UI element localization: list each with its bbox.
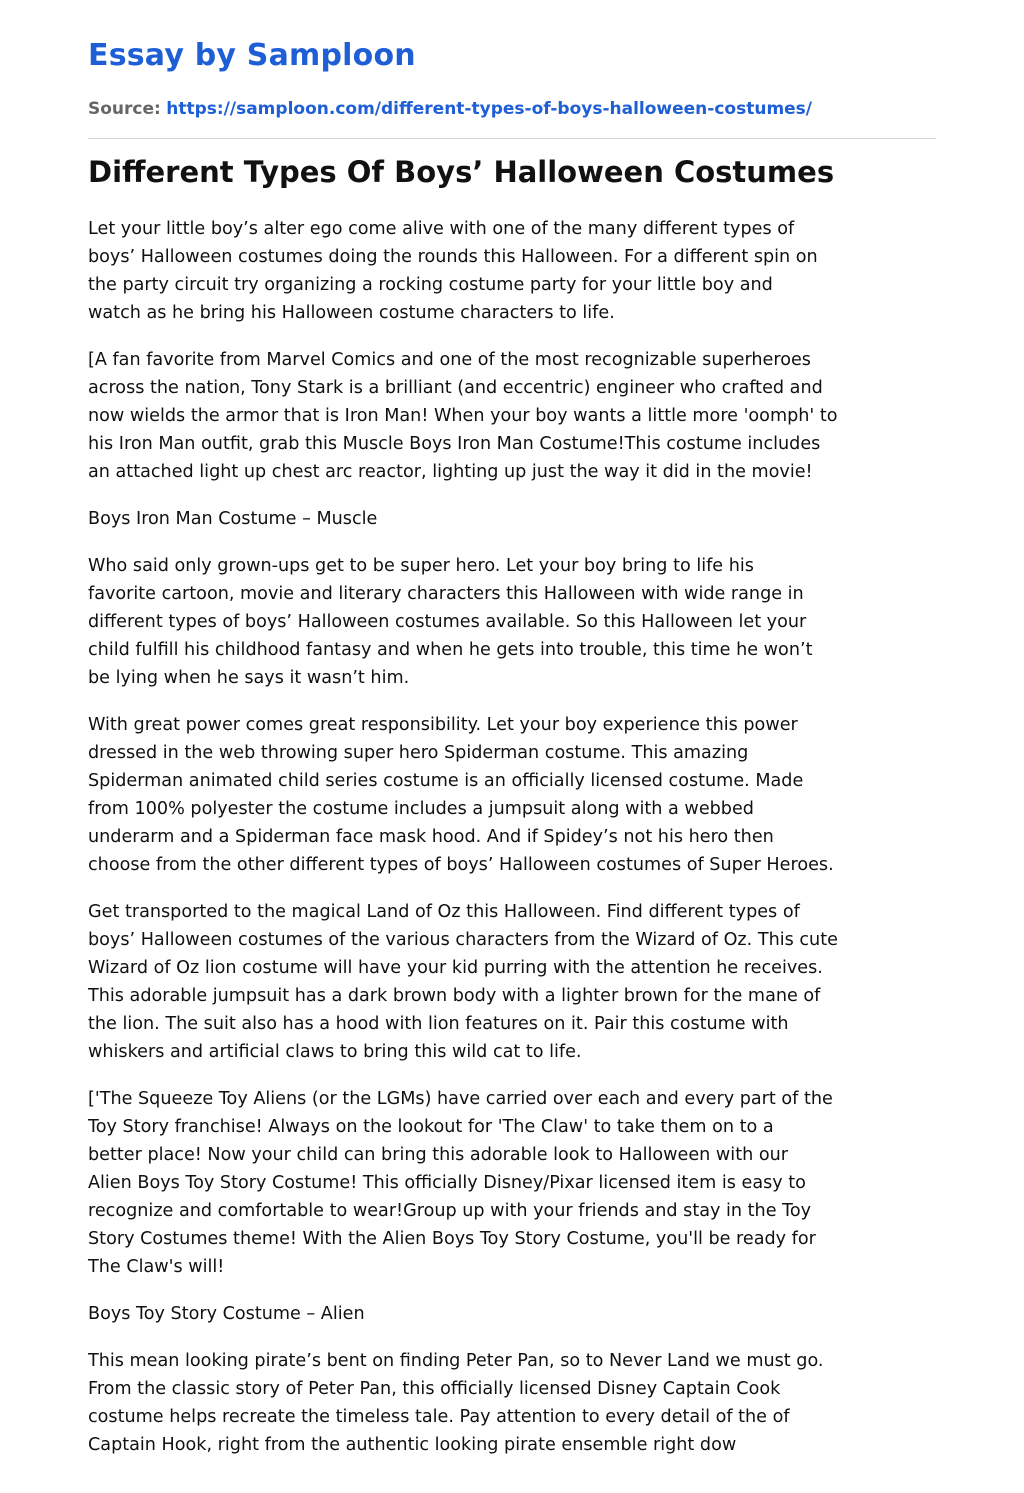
- paragraph-line: favorite cartoon, movie and literary characters this Halloween with wide range in: [88, 584, 804, 604]
- paragraph-line: This adorable jumpsuit has a dark brown body with a lighter brown for the mane of: [88, 986, 821, 1006]
- paragraph-line: across the nation, Tony Stark is a brilliant (and eccentric) engineer who crafted and: [88, 378, 823, 398]
- paragraph-line: costume helps recreate the timeless tale. Pay attention to every detail of the of: [88, 1407, 790, 1427]
- paragraph-line: Get transported to the magical Land of Oz this Halloween. Find different types of: [88, 902, 800, 922]
- paragraph-line: an attached light up chest arc reactor, lighting up just the way it did in the movie!: [88, 462, 813, 482]
- paragraph-line: Captain Hook, right from the authentic looking pirate ensemble right dow: [88, 1435, 737, 1455]
- paragraph-line: With great power comes great responsibility. Let your boy experience this power: [88, 715, 798, 735]
- essay-paragraph: [88, 711, 936, 879]
- paragraph-line: be lying when he says it wasn’t him.: [88, 668, 410, 688]
- paragraph-line: [A fan favorite from Marvel Comics and one of the most recognizable superheroes: [88, 350, 811, 370]
- paragraph-line: the party circuit try organizing a rocking costume party for your little boy and: [88, 275, 773, 295]
- site-brand[interactable]: Essay by Samploon: [88, 38, 416, 73]
- paragraph-line: Spiderman animated child series costume is an officially licensed costume. Made: [88, 771, 804, 791]
- paragraph-line: the lion. The suit also has a hood with lion features on it. Pair this costume with: [88, 1014, 789, 1034]
- paragraph-line: from 100% polyester the costume includes a jumpsuit along with a webbed: [88, 799, 754, 819]
- paragraph-line: Wizard of Oz lion costume will have your kid purring with the attention he receives.: [88, 958, 823, 978]
- paragraph-line: underarm and a Spiderman face mask hood. And if Spidey’s not his hero then: [88, 827, 774, 847]
- paragraph-line: his Iron Man outfit, grab this Muscle Boys Iron Man Costume!This costume includes: [88, 434, 821, 454]
- essay-paragraph: [88, 898, 936, 1066]
- paragraph-line: Let your little boy’s alter ego come alive with one of the many different types of: [88, 219, 795, 239]
- paragraph-line: dressed in the web throwing super hero Spiderman costume. This amazing: [88, 743, 749, 763]
- essay-paragraph: [88, 1085, 936, 1281]
- header-divider: [88, 138, 936, 139]
- paragraph-line: Alien Boys Toy Story Costume! This officially Disney/Pixar licensed item is easy to: [88, 1173, 806, 1193]
- paragraph-line: boys’ Halloween costumes doing the rounds this Halloween. For a different spin on: [88, 247, 818, 267]
- paragraph-line: From the classic story of Peter Pan, this officially licensed Disney Captain Cook: [88, 1379, 781, 1399]
- paragraph-line: better place! Now your child can bring this adorable look to Halloween with our: [88, 1145, 788, 1165]
- essay-paragraph: [88, 552, 936, 692]
- essay-title: Different Types Of Boys’ Halloween Costumes: [88, 155, 835, 189]
- paragraph-line: different types of boys’ Halloween costumes available. So this Halloween let your: [88, 612, 807, 632]
- source-line: [88, 97, 936, 121]
- essay-body: [88, 215, 936, 1459]
- paragraph-line: boys’ Halloween costumes of the various characters from the Wizard of Oz. This cute: [88, 930, 838, 950]
- paragraph-line: The Claw's will!: [88, 1257, 225, 1277]
- paragraph-line: Boys Iron Man Costume – Muscle: [88, 509, 378, 529]
- paragraph-line: recognize and comfortable to wear!Group up with your friends and stay in the Toy: [88, 1201, 812, 1221]
- essay-subheading: [88, 1300, 936, 1328]
- source-link[interactable]: https://samploon.com/different-types-of-boys-halloween-costumes/: [166, 99, 813, 119]
- paragraph-line: child fulfill his childhood fantasy and when he gets into trouble, this time he won’t: [88, 640, 813, 660]
- essay-subheading: [88, 505, 936, 533]
- paragraph-line: whiskers and artificial claws to bring this wild cat to life.: [88, 1042, 582, 1062]
- essay-paragraph: [88, 1347, 936, 1459]
- paragraph-line: ['The Squeeze Toy Aliens (or the LGMs) have carried over each and every part of the: [88, 1089, 833, 1109]
- paragraph-line: now wields the armor that is Iron Man! When your boy wants a little more 'oomph' to: [88, 406, 838, 426]
- essay-paragraph: [88, 215, 936, 327]
- paragraph-line: This mean looking pirate’s bent on finding Peter Pan, so to Never Land we must go.: [88, 1351, 824, 1371]
- paragraph-line: Who said only grown-ups get to be super hero. Let your boy bring to life his: [88, 556, 754, 576]
- paragraph-line: Toy Story franchise! Always on the lookout for 'The Claw' to take them on to a: [88, 1117, 774, 1137]
- paragraph-line: Boys Toy Story Costume – Alien: [88, 1304, 365, 1324]
- paragraph-line: choose from the other different types of boys’ Halloween costumes of Super Heroes.: [88, 855, 834, 875]
- source-label: Source:: [88, 99, 161, 119]
- paragraph-line: Story Costumes theme! With the Alien Boys Toy Story Costume, you'll be ready for: [88, 1229, 816, 1249]
- paragraph-line: watch as he bring his Halloween costume characters to life.: [88, 303, 615, 323]
- essay-paragraph: [88, 346, 936, 486]
